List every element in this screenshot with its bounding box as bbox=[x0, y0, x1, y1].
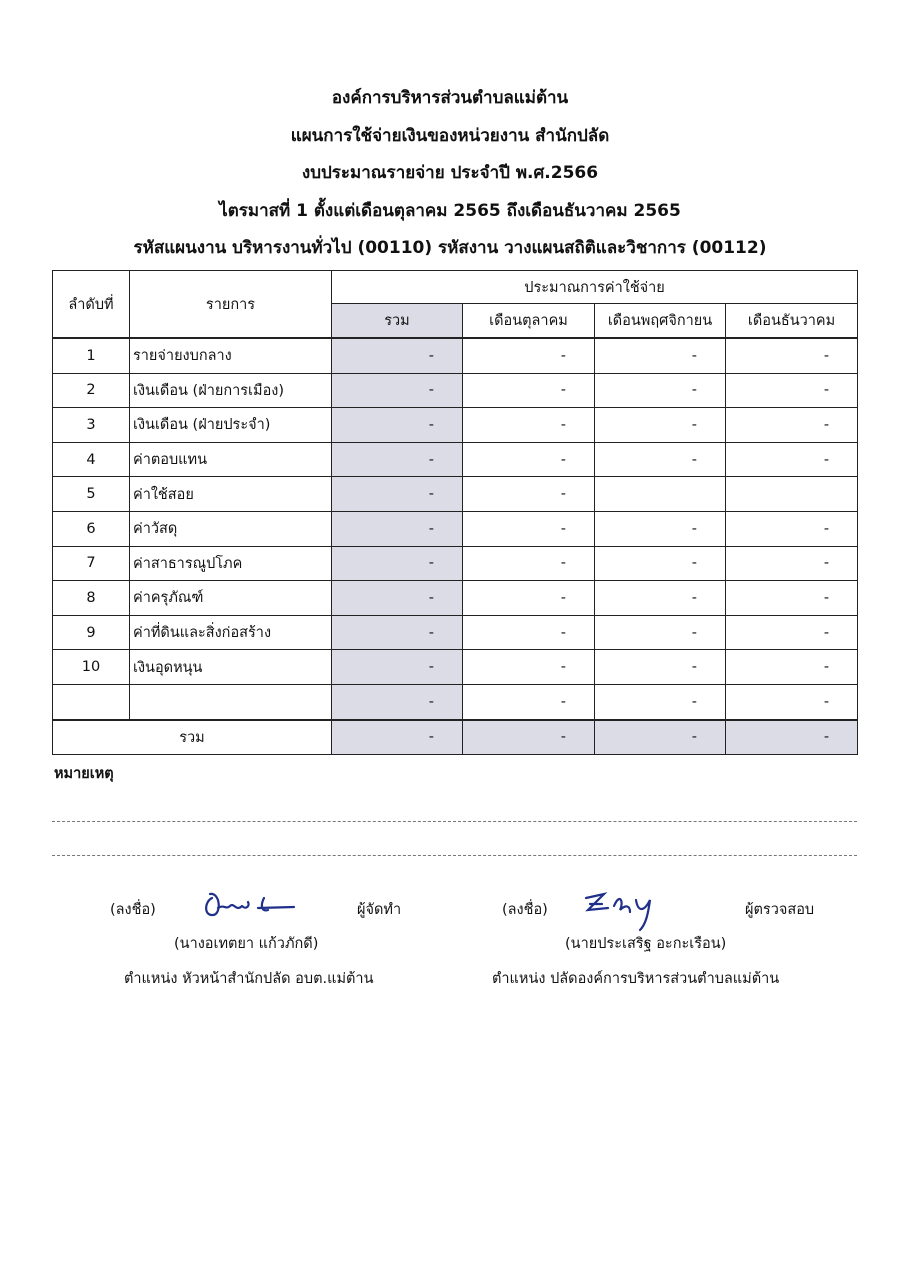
row-oct: - bbox=[463, 650, 595, 685]
expense-plan-table bbox=[52, 270, 858, 755]
document-header bbox=[0, 80, 900, 268]
left-position: ตำแหน่ง หัวหน้าสำนักปลัด อบต.แม่ต้าน bbox=[124, 971, 374, 987]
row-total: - bbox=[332, 684, 463, 719]
col-header-nov: เดือนพฤศจิกายน bbox=[595, 304, 726, 339]
total-dec: - bbox=[726, 720, 858, 755]
row-nov: - bbox=[595, 546, 726, 581]
row-oct: - bbox=[463, 684, 595, 719]
row-nov: - bbox=[595, 338, 726, 373]
col-header-estimate: ประมาณการค่าใช้จ่าย bbox=[332, 271, 858, 304]
row-dec: - bbox=[726, 338, 858, 373]
col-header-oct: เดือนตุลาคม bbox=[463, 304, 595, 339]
row-item: รายจ่ายงบกลาง bbox=[130, 338, 332, 373]
budget-year: งบประมาณรายจ่าย ประจำปี พ.ศ.2566 bbox=[301, 163, 599, 183]
row-item: เงินเดือน (ฝ่ายการเมือง) bbox=[130, 373, 332, 408]
row-dec: - bbox=[726, 511, 858, 546]
col-header-item: รายการ bbox=[130, 271, 332, 339]
total-nov: - bbox=[595, 720, 726, 755]
row-total: - bbox=[332, 650, 463, 685]
row-nov: - bbox=[595, 615, 726, 650]
right-name: (นายประเสริฐ อะกะเรือน) bbox=[565, 936, 727, 952]
row-oct: - bbox=[463, 511, 595, 546]
row-no: 2 bbox=[53, 373, 130, 408]
row-no: 10 bbox=[53, 650, 130, 685]
left-name: (นางอเทตยา แก้วภักดี) bbox=[174, 936, 319, 952]
table-row bbox=[53, 373, 858, 408]
right-role: ผู้ตรวจสอบ bbox=[745, 902, 815, 918]
row-dec bbox=[726, 477, 858, 512]
remarks-line bbox=[52, 821, 857, 822]
row-oct: - bbox=[463, 477, 595, 512]
row-total: - bbox=[332, 511, 463, 546]
col-header-total: รวม bbox=[332, 304, 463, 339]
row-dec: - bbox=[726, 408, 858, 443]
row-nov: - bbox=[595, 581, 726, 616]
row-item bbox=[130, 684, 332, 719]
total-sum: - bbox=[332, 720, 463, 755]
row-no: 3 bbox=[53, 408, 130, 443]
right-handwritten-signature bbox=[580, 888, 670, 933]
table-row bbox=[53, 408, 858, 443]
remarks-line bbox=[52, 855, 857, 856]
total-label: รวม bbox=[53, 720, 332, 755]
table-row bbox=[53, 442, 858, 477]
total-oct: - bbox=[463, 720, 595, 755]
row-oct: - bbox=[463, 408, 595, 443]
row-nov: - bbox=[595, 373, 726, 408]
row-nov bbox=[595, 477, 726, 512]
row-no: 1 bbox=[53, 338, 130, 373]
left-role: ผู้จัดทำ bbox=[357, 902, 402, 918]
row-dec: - bbox=[726, 373, 858, 408]
row-dec: - bbox=[726, 546, 858, 581]
row-nov: - bbox=[595, 650, 726, 685]
right-position: ตำแหน่ง ปลัดองค์การบริหารส่วนตำบลแม่ต้าน bbox=[492, 971, 780, 987]
row-oct: - bbox=[463, 373, 595, 408]
row-dec: - bbox=[726, 684, 858, 719]
row-oct: - bbox=[463, 581, 595, 616]
row-no: 6 bbox=[53, 511, 130, 546]
row-item: เงินอุดหนุน bbox=[130, 650, 332, 685]
plan-title: แผนการใช้จ่ายเงินของหน่วยงาน สำนักปลัด bbox=[290, 125, 610, 146]
row-total: - bbox=[332, 581, 463, 616]
row-item: ค่าวัสดุ bbox=[130, 511, 332, 546]
row-item: ค่าสาธารณูปโภค bbox=[130, 546, 332, 581]
row-item: ค่าที่ดินและสิ่งก่อสร้าง bbox=[130, 615, 332, 650]
row-nov: - bbox=[595, 408, 726, 443]
row-nov: - bbox=[595, 684, 726, 719]
col-header-dec: เดือนธันวาคม bbox=[726, 304, 858, 339]
table-row bbox=[53, 511, 858, 546]
row-no: 5 bbox=[53, 477, 130, 512]
row-dec: - bbox=[726, 650, 858, 685]
row-oct: - bbox=[463, 338, 595, 373]
row-total: - bbox=[332, 338, 463, 373]
row-no: 8 bbox=[53, 581, 130, 616]
table-row bbox=[53, 684, 858, 719]
row-total: - bbox=[332, 408, 463, 443]
right-sign-prefix: (ลงชื่อ) bbox=[502, 902, 548, 918]
row-no bbox=[53, 684, 130, 719]
row-no: 7 bbox=[53, 546, 130, 581]
row-nov: - bbox=[595, 511, 726, 546]
row-item: ค่าครุภัณฑ์ bbox=[130, 581, 332, 616]
plan-code: รหัสแผนงาน บริหารงานทั่วไป (00110) รหัสงาน วางแผนสถิติและวิชาการ (00112) bbox=[133, 238, 767, 258]
quarter-period: ไตรมาสที่ 1 ตั้งแต่เดือนตุลาคม 2565 ถึงเดือนธันวาคม 2565 bbox=[219, 200, 681, 221]
row-no: 4 bbox=[53, 442, 130, 477]
row-item: ค่าตอบแทน bbox=[130, 442, 332, 477]
remarks-label: หมายเหตุ bbox=[54, 766, 114, 782]
row-item: ค่าใช้สอย bbox=[130, 477, 332, 512]
table-row bbox=[53, 546, 858, 581]
table-row bbox=[53, 581, 858, 616]
table-total-row bbox=[53, 720, 858, 755]
row-dec: - bbox=[726, 581, 858, 616]
row-dec: - bbox=[726, 615, 858, 650]
row-total: - bbox=[332, 546, 463, 581]
org-name: องค์การบริหารส่วนตำบลแม่ต้าน bbox=[331, 88, 569, 108]
row-total: - bbox=[332, 615, 463, 650]
row-oct: - bbox=[463, 442, 595, 477]
table-row bbox=[53, 650, 858, 685]
row-dec: - bbox=[726, 442, 858, 477]
row-oct: - bbox=[463, 615, 595, 650]
table-row bbox=[53, 615, 858, 650]
table-row bbox=[53, 477, 858, 512]
row-total: - bbox=[332, 442, 463, 477]
row-total: - bbox=[332, 477, 463, 512]
left-sign-prefix: (ลงชื่อ) bbox=[110, 902, 156, 918]
row-nov: - bbox=[595, 442, 726, 477]
row-total: - bbox=[332, 373, 463, 408]
left-handwritten-signature bbox=[198, 880, 308, 925]
col-header-no: ลำดับที่ bbox=[53, 271, 130, 339]
table-row bbox=[53, 338, 858, 373]
row-item: เงินเดือน (ฝ่ายประจำ) bbox=[130, 408, 332, 443]
row-oct: - bbox=[463, 546, 595, 581]
row-no: 9 bbox=[53, 615, 130, 650]
